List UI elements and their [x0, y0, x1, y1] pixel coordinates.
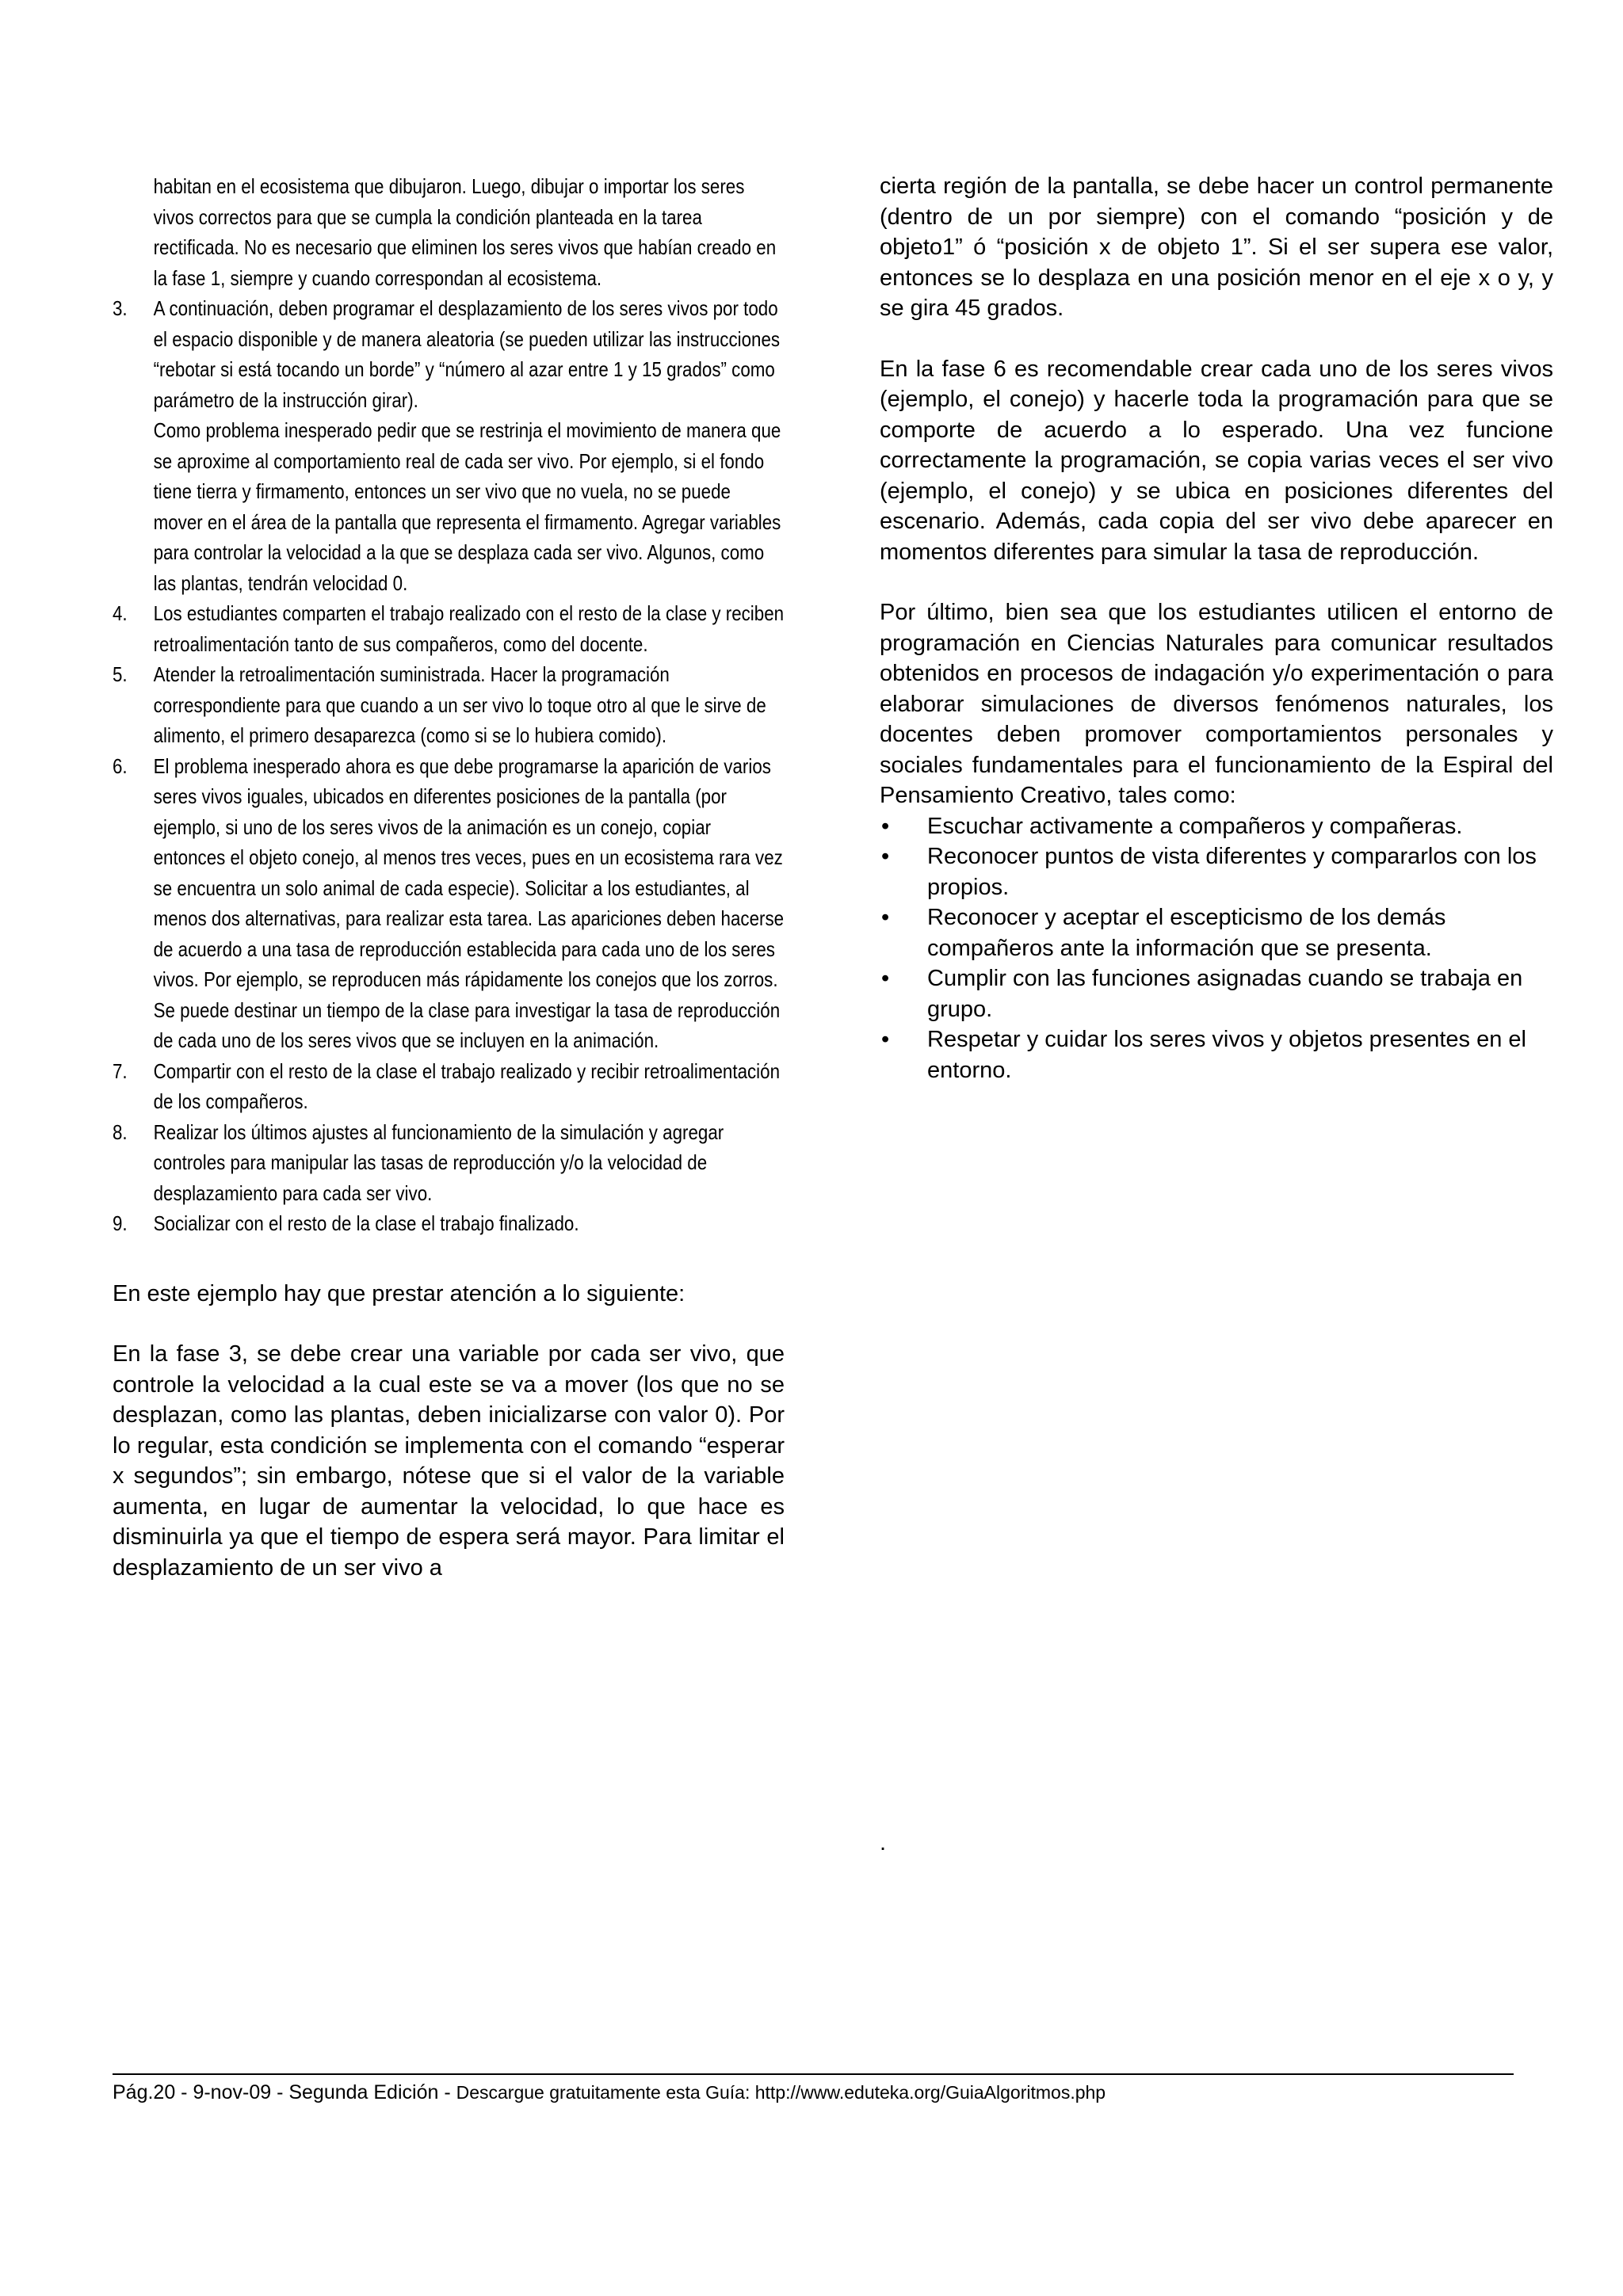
step-number: 3. — [113, 296, 128, 320]
step-paragraph: Compartir con el resto de la clase el trabajo realizado y recibir retroalimentación de los compañeros. — [153, 1058, 781, 1113]
bullet-text: Cumplir con las funciones asignadas cuando se trabaja en grupo. — [927, 966, 1523, 1022]
step-paragraph: A continuación, deben programar el desplazamiento de los seres vivos por todo el espacio disponible y de manera aleatoria (se pueden utilizar las instrucciones “rebotar si está tocando un borde” y “número al azar entre 1 y 15 grados” como parámetro de la instrucción girar). — [153, 296, 781, 412]
observations-heading: En este ejemplo hay que prestar atención a lo siguiente: — [113, 1280, 685, 1306]
bullet-dot: • — [881, 966, 890, 991]
step-paragraph: Los estudiantes comparten el trabajo realizado con el resto de la clase y reciben retroalimentación tanto de sus compañeros, como del docente. — [153, 601, 785, 656]
step-paragraph: Socializar con el resto de la clase el trabajo finalizado. — [153, 1211, 579, 1235]
bullet-text: Escuchar activamente a compañeros y compañeras. — [927, 813, 1463, 839]
step-number: 5. — [113, 662, 128, 686]
step-number: 6. — [113, 753, 128, 778]
bullet-dot: • — [881, 905, 890, 930]
bullet-dot: • — [881, 813, 890, 839]
footer-download-link[interactable]: Descargue gratuitamente esta Guía: http://www.eduteka.org/GuiaAlgoritmos.php — [456, 2082, 1106, 2103]
position-control-paragraph: cierta región de la pantalla, se debe hacer un control permanente (dentro de un por siempre) con el comando “posición y de objeto1” ó “posición x de objeto 1”. Si el ser supera ese valor, entonces se lo desplaza en una posición menor en el eje x o y, y se gira 45 grados. — [880, 174, 1553, 321]
bullet-item — [880, 1024, 1553, 1085]
step-2-continuation: habitan en el ecosistema que dibujaron. Luego, dibujar o importar los seres vivos correctos para que se cumpla la condición planteada en la tarea rectificada. No es necesario que eliminen los seres vivos que habían creado en la fase 1, siempre y cuando correspondan al ecosistema. — [153, 174, 777, 290]
closing-paragraph: Por último, bien sea que los estudiantes utilicen el entorno de programación en Ciencias Naturales para comunicar resultados obtenidos en procesos de indagación y/o experimentación o para elaborar simulaciones de diversos fenómenos naturales, los docentes deben promover comportamientos personales y sociales fundamentales para el funcionamiento de la Espiral del Pensamiento Creativo, tales como: — [880, 600, 1553, 808]
step-item — [113, 1208, 785, 1239]
footer-divider — [113, 2073, 1514, 2075]
left-column — [113, 171, 785, 1583]
step-item — [113, 293, 785, 598]
phase-3-paragraph: En la fase 3, se debe crear una variable por cada ser vivo, que controle la velocidad a la cual este se va a mover (los que no se desplazan, como las plantas, deben inicializarse con valor 0). Por lo regular, esta condición se implementa con el comando “esperar x segundos”; sin embargo, nótese que si el valor de la variable aumenta, en lugar de aumentar la velocidad, lo que hace es disminuirla ya que el tiempo de espera será mayor. Para limitar el desplazamiento de un ser vivo a — [113, 1341, 785, 1581]
bullet-item — [880, 902, 1553, 963]
bullet-text: Reconocer y aceptar el escepticismo de los demás compañeros ante la información que se presenta. — [927, 905, 1446, 961]
step-paragraph: Atender la retroalimentación suministrada. Hacer la programación correspondiente para que cuando a un ser vivo lo toque otro al que le sirve de alimento, el primero desaparezca (como si se lo hubiera comido). — [153, 662, 766, 747]
phase-6-paragraph: En la fase 6 es recomendable crear cada uno de los seres vivos (ejemplo, el conejo) y hacerle toda la programación para que se comporte de acuerdo a lo esperado. Una vez funcione correctamente la programación, se copia varias veces el ser vivo (ejemplo, el conejo) y se ubica en posiciones diferentes del escenario. Además, cada copia del ser vivo debe aparecer en momentos diferentes para simular la tasa de reproducción. — [880, 356, 1553, 565]
step-paragraph: El problema inesperado ahora es que debe programarse la aparición de varios seres vivos iguales, ubicados en diferentes posiciones de la pantalla (por ejemplo, si uno de los seres vivos de la animación es un conejo, copiar entonces el objeto conejo, al menos tres veces, pues en un ecosistema rara vez se encuentra un solo animal de cada especie). Solicitar a los estudiantes, al menos dos alternativas, para realizar esta tarea. Las apariciones deben hacerse de acuerdo a una tasa de reproducción establecida para cada uno de los seres vivos. Por ejemplo, se reproducen más rápidamente los conejos que los zorros. — [153, 753, 785, 991]
step-number: 7. — [113, 1058, 128, 1083]
stray-period: . — [880, 1830, 887, 1855]
bullet-dot: • — [881, 1027, 890, 1052]
bullet-item — [880, 811, 1553, 842]
page-footer — [113, 2081, 1514, 2104]
step-item — [113, 598, 785, 659]
step-item — [113, 659, 785, 751]
activity-steps-list — [113, 171, 785, 1239]
step-item — [113, 1056, 785, 1117]
step-number: 8. — [113, 1119, 128, 1144]
bullet-text: Respetar y cuidar los seres vivos y objetos presentes en el entorno. — [927, 1027, 1526, 1083]
footer-page-info: Pág.20 - 9-nov-09 - Segunda Edición - — [113, 2081, 456, 2103]
bullet-text: Reconocer puntos de vista diferentes y compararlos con los propios. — [927, 844, 1537, 900]
right-column — [880, 171, 1553, 1085]
step-item — [113, 751, 785, 1056]
step-number: 4. — [113, 601, 128, 625]
step-paragraph: Como problema inesperado pedir que se restrinja el movimiento de manera que se aproxime al comportamiento real de cada ser vivo. Por ejemplo, si el fondo tiene tierra y firmamento, entonces un ser vivo que no vuela, no se puede mover en el área de la pantalla que representa el firmamento. Agregar variables para controlar la velocidad a la que se desplaza cada ser vivo. Algunos, como las plantas, tendrán velocidad 0. — [153, 418, 781, 595]
step-paragraph: Se puede destinar un tiempo de la clase para investigar la tasa de reproducción de cada uno de los seres vivos que se incluyen en la animación. — [153, 997, 781, 1052]
step-paragraph: Realizar los últimos ajustes al funcionamiento de la simulación y agregar controles para manipular las tasas de reproducción y/o la velocidad de desplazamiento para cada ser vivo. — [153, 1119, 724, 1205]
behaviors-bullet-list — [880, 811, 1553, 1086]
bullet-item — [880, 963, 1553, 1024]
bullet-item — [880, 841, 1553, 902]
step-item — [113, 1117, 785, 1209]
observations-section — [113, 1279, 785, 1584]
bullet-dot: • — [881, 844, 890, 869]
step-number: 9. — [113, 1211, 128, 1235]
